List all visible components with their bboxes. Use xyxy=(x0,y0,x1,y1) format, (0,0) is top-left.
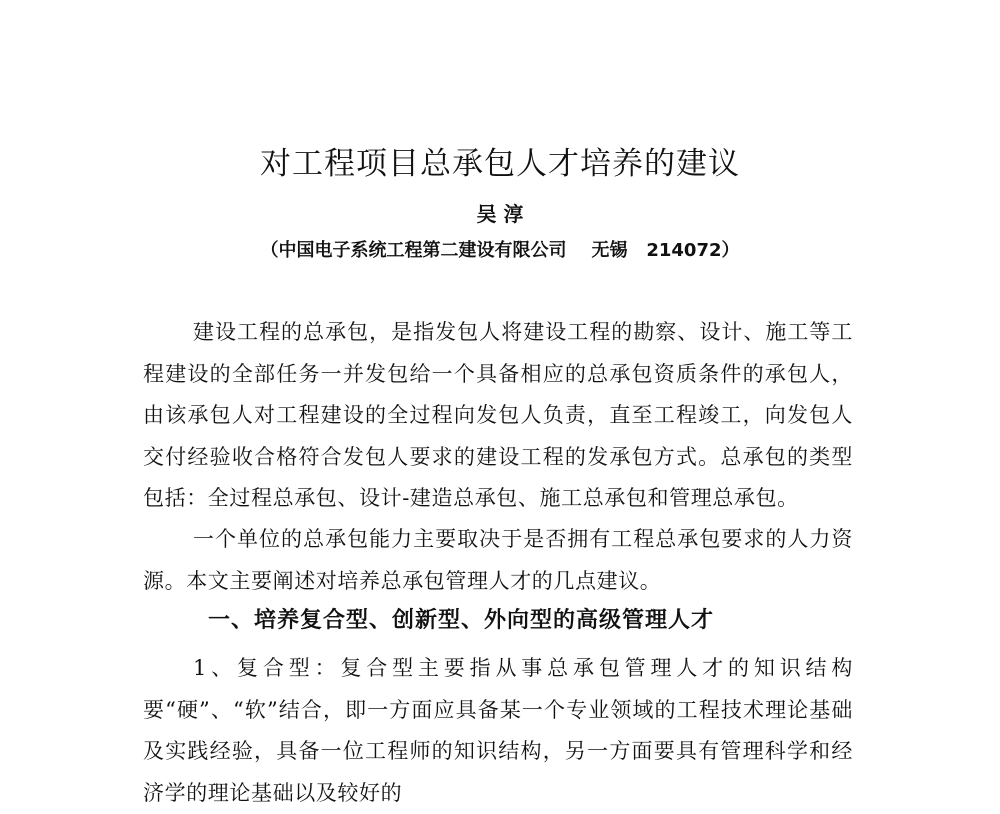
affiliation-zip: 214072） xyxy=(646,240,740,261)
document-title: 对工程项目总承包人才培养的建议 xyxy=(260,146,740,182)
author-affiliation xyxy=(0,236,1000,262)
section-paragraph-text: 1、复合型：复合型主要指从事总承包管理人才的知识结构要“硬”、“软”结合，即一方面应具备某一个专业领域的工程技术理论基础及实践经验，具备一位工程师的知识结构，另一方面要具有管理科学和经济学的理论基础以及较好的 xyxy=(143,656,853,805)
paragraph-purpose: 一个单位的总承包能力主要取决于是否拥有工程总承包要求的人力资源。本文主要阐述对培养总承包管理人才的几点建议。 xyxy=(143,527,853,593)
paragraph-intro: 建设工程的总承包，是指发包人将建设工程的勘察、设计、施工等工程建设的全部任务一并发包给一个具备相应的总承包资质条件的承包人，由该承包人对工程建设的全过程向发包人负责，直至工程竣工，向发包人交付经验收合格符合发包人要求的建设工程的发承包方式。总承包的类型包括：全过程总承包、设计-建造总承包、施工总承包和管理总承包。 xyxy=(143,320,853,510)
section-heading: 一、培养复合型、创新型、外向型的高级管理人才 xyxy=(208,607,715,633)
section-paragraph xyxy=(143,648,853,814)
author-name: 吴 淳 xyxy=(476,202,524,226)
affiliation-city: 无锡 xyxy=(591,240,628,261)
affiliation-org: （中国电子系统工程第二建设有限公司 xyxy=(260,240,567,261)
